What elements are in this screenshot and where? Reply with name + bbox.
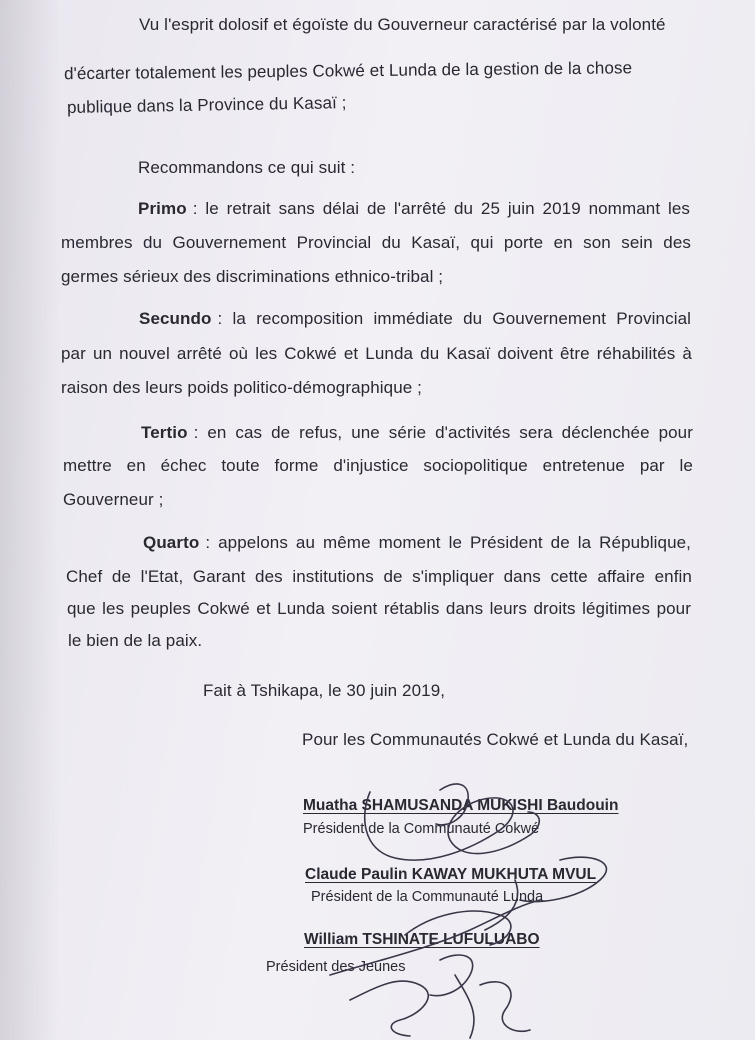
quarto-line-4: le bien de la paix.: [68, 631, 203, 650]
tertio-text-1: : en cas de refus, une série d'activités sera déclenchée pour: [193, 423, 693, 442]
signatory-3-title: Président des Jeunes: [266, 959, 406, 975]
signature-3-stroke-c: [455, 975, 530, 1038]
secundo-line-3: raison des leurs poids politico-démographique ;: [61, 378, 422, 397]
primo-text-1: : le retrait sans délai de l'arrêté du 25 juin 2019 nommant les: [192, 199, 690, 218]
page-edge-shadow: [0, 0, 60, 1040]
on-behalf-line: Pour les Communautés Cokwé et Lunda du Kasaï,: [302, 730, 689, 749]
recommend-heading: Recommandons ce qui suit :: [138, 158, 356, 177]
quarto-line-2: Chef de l'Etat, Garant des institutions de s'impliquer dans cette affaire enfin: [66, 567, 692, 586]
quarto-line-3: que les peuples Cokwé et Lunda soient rétablis dans leurs droits légitimes pour: [67, 599, 691, 618]
signature-3-stroke-e: [430, 955, 473, 996]
primo-keyword: Primo: [138, 199, 187, 218]
primo-line-2: membres du Gouvernement Provincial du Kasaï, qui porte en son sein des: [61, 233, 691, 252]
tertio-line-1: [141, 422, 693, 444]
quarto-line-1: [143, 532, 691, 554]
secundo-line-1: [139, 308, 691, 330]
signatory-1-title: Président de la Communauté Cokwé: [303, 821, 540, 837]
primo-line-1: [138, 198, 690, 220]
tertio-line-2: mettre en échec toute forme d'injustice sociopolitique entretenue par le: [63, 456, 693, 475]
signatory-2-name: Claude Paulin KAWAY MUKHUTA MVUL: [305, 866, 597, 883]
signatory-2-title: Président de la Communauté Lunda: [311, 889, 544, 905]
intro-line-2: d'écarter totalement les peuples Cokwé et Lunda de la gestion de la chose: [63, 58, 633, 84]
signatory-1-name: Muatha SHAMUSANDA MUKISHI Baudouin: [303, 797, 619, 814]
quarto-text-1: : appelons au même moment le Président de la République,: [205, 533, 691, 552]
quarto-keyword: Quarto: [143, 533, 200, 552]
intro-line-3: publique dans la Province du Kasaï ;: [66, 93, 347, 117]
secundo-text-1: : la recomposition immédiate du Gouvernement Provincial: [217, 309, 691, 328]
tertio-keyword: Tertio: [141, 423, 188, 442]
tertio-line-3: Gouverneur ;: [63, 490, 164, 509]
secundo-keyword: Secundo: [139, 309, 212, 328]
signatory-3-name: William TSHINATE LUFULUABO: [304, 931, 540, 948]
signature-3-stroke-b: [350, 981, 428, 1036]
secundo-line-2: par un nouvel arrêté où les Cokwé et Lunda du Kasaï doivent être réhabilités à: [61, 344, 692, 363]
intro-line-1: Vu l'esprit dolosif et égoïste du Gouverneur caractérisé par la volonté: [139, 15, 666, 34]
primo-line-3: germes sérieux des discriminations ethnico-tribal ;: [61, 267, 444, 286]
place-and-date: Fait à Tshikapa, le 30 juin 2019,: [203, 681, 446, 700]
